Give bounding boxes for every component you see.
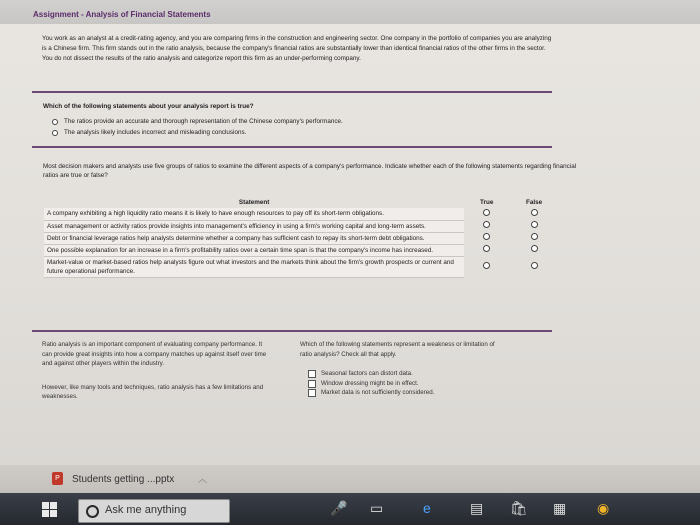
chrome-icon[interactable]: ◉ xyxy=(597,500,610,516)
microphone-icon[interactable]: 🎤 xyxy=(330,500,348,516)
taskbar-search[interactable] xyxy=(78,499,230,523)
divider xyxy=(32,146,552,148)
check-option-3[interactable] xyxy=(308,388,500,398)
checkbox[interactable] xyxy=(308,370,316,378)
option-label: The analysis likely includes incorrect and misleading conclusions. xyxy=(64,129,247,136)
task-view-icon[interactable]: ▭ xyxy=(370,500,384,516)
powerpoint-file-icon: P xyxy=(52,472,63,485)
table-row xyxy=(44,220,559,232)
store-icon[interactable]: 🛍 xyxy=(510,500,528,516)
true-radio[interactable] xyxy=(483,209,490,216)
statement-cell: A company exhibiting a high liquidity ratio means it is likely to have enough resources to pay off its short-term obligations. xyxy=(44,208,464,220)
limitations-question xyxy=(300,340,500,398)
cortana-icon xyxy=(86,505,99,518)
false-radio[interactable] xyxy=(531,221,538,228)
table-row xyxy=(44,257,559,278)
check-label: Seasonal factors can distort data. xyxy=(321,370,413,378)
download-bar xyxy=(0,465,700,493)
intro-text: You work as an analyst at a credit-rating agency, and you are comparing firms in the construction and engineering sector. One company in the portfolio of companies you are analyzing is a Chinese firm. This firm stands out in the ratio analysis, because the company's financial ratios are substantially lower than identical financial ratios of the other firms in the sector. You do not dissect the results of the ratio analysis and categorize report this firm as an under-performing company. xyxy=(42,35,552,62)
check-label: Window dressing might be in effect. xyxy=(321,379,419,387)
download-filename[interactable]: Students getting ...pptx xyxy=(72,474,175,485)
check-label: Market data is not sufficiently considered. xyxy=(321,389,435,397)
false-radio[interactable] xyxy=(531,209,538,216)
table-row xyxy=(44,208,559,220)
checkbox[interactable] xyxy=(308,389,316,397)
false-radio[interactable] xyxy=(531,245,538,252)
q1-option-2[interactable] xyxy=(52,129,246,136)
limitations-prompt: Which of the following statements represent a weakness or limitation of ratio analysis? Check all that apply. xyxy=(300,341,495,358)
check-option-1[interactable] xyxy=(308,369,500,379)
edge-browser-icon[interactable]: e xyxy=(423,500,431,516)
q1-option-1[interactable] xyxy=(52,118,343,125)
false-radio[interactable] xyxy=(531,262,538,269)
true-radio[interactable] xyxy=(483,233,490,240)
table-row xyxy=(44,244,559,256)
statement-cell: Debt or financial leverage ratios help analysts determine whether a company has sufficient cash to repay its short-term debt obligations. xyxy=(44,232,464,244)
statement-cell: Asset management or activity ratios provide insights into management's efficiency in using a firm's working capital and long-term assets. xyxy=(44,220,464,232)
info-paragraph-1: Ratio analysis is an important component of evaluating company performance. It can provide great insights into how a company matches up against itself over time and against other players within the industry. xyxy=(42,341,267,368)
statement-cell: One possible explanation for an increase in a firm's profitability ratios over a certain time span is that the company's income has increased. xyxy=(44,244,464,256)
calculator-icon[interactable]: ▦ xyxy=(553,500,567,516)
page-title: Assignment - Analysis of Financial Statements xyxy=(33,10,211,19)
radio-button[interactable] xyxy=(52,119,58,125)
false-radio[interactable] xyxy=(531,233,538,240)
divider xyxy=(32,91,552,93)
info-paragraph-2: However, like many tools and techniques, ratio analysis has a few limitations and weaknesses. xyxy=(42,383,264,401)
true-radio[interactable] xyxy=(483,221,490,228)
checkbox[interactable] xyxy=(308,380,316,388)
check-option-2[interactable] xyxy=(308,379,500,389)
true-false-table xyxy=(44,197,559,278)
ratio-analysis-info xyxy=(42,340,267,402)
divider xyxy=(32,330,552,332)
true-radio[interactable] xyxy=(483,245,490,252)
col-true: True xyxy=(480,199,494,206)
search-placeholder: Ask me anything xyxy=(105,504,187,516)
true-radio[interactable] xyxy=(483,262,490,269)
windows-start-icon[interactable] xyxy=(42,502,58,518)
radio-button[interactable] xyxy=(52,130,58,136)
taskbar xyxy=(0,493,700,525)
file-explorer-icon[interactable]: ▤ xyxy=(470,500,484,516)
question2-title: Most decision makers and analysts use five groups of ratios to examine the different aspects of a company's performance. Indicate whether each of the following statements regarding financial ratios are true or false? xyxy=(43,163,577,180)
col-false: False xyxy=(526,199,543,206)
chevron-up-icon[interactable]: ︿ xyxy=(198,474,208,484)
question1-title: Which of the following statements about your analysis report is true? xyxy=(43,103,254,110)
col-statement: Statement xyxy=(238,199,270,206)
option-label: The ratios provide an accurate and thorough representation of the Chinese company's performance. xyxy=(64,118,343,125)
statement-cell: Market-value or market-based ratios help analysts figure out what investors and the markets think about the firm's growth prospects or current and future operational performance. xyxy=(44,257,464,278)
table-row xyxy=(44,232,559,244)
